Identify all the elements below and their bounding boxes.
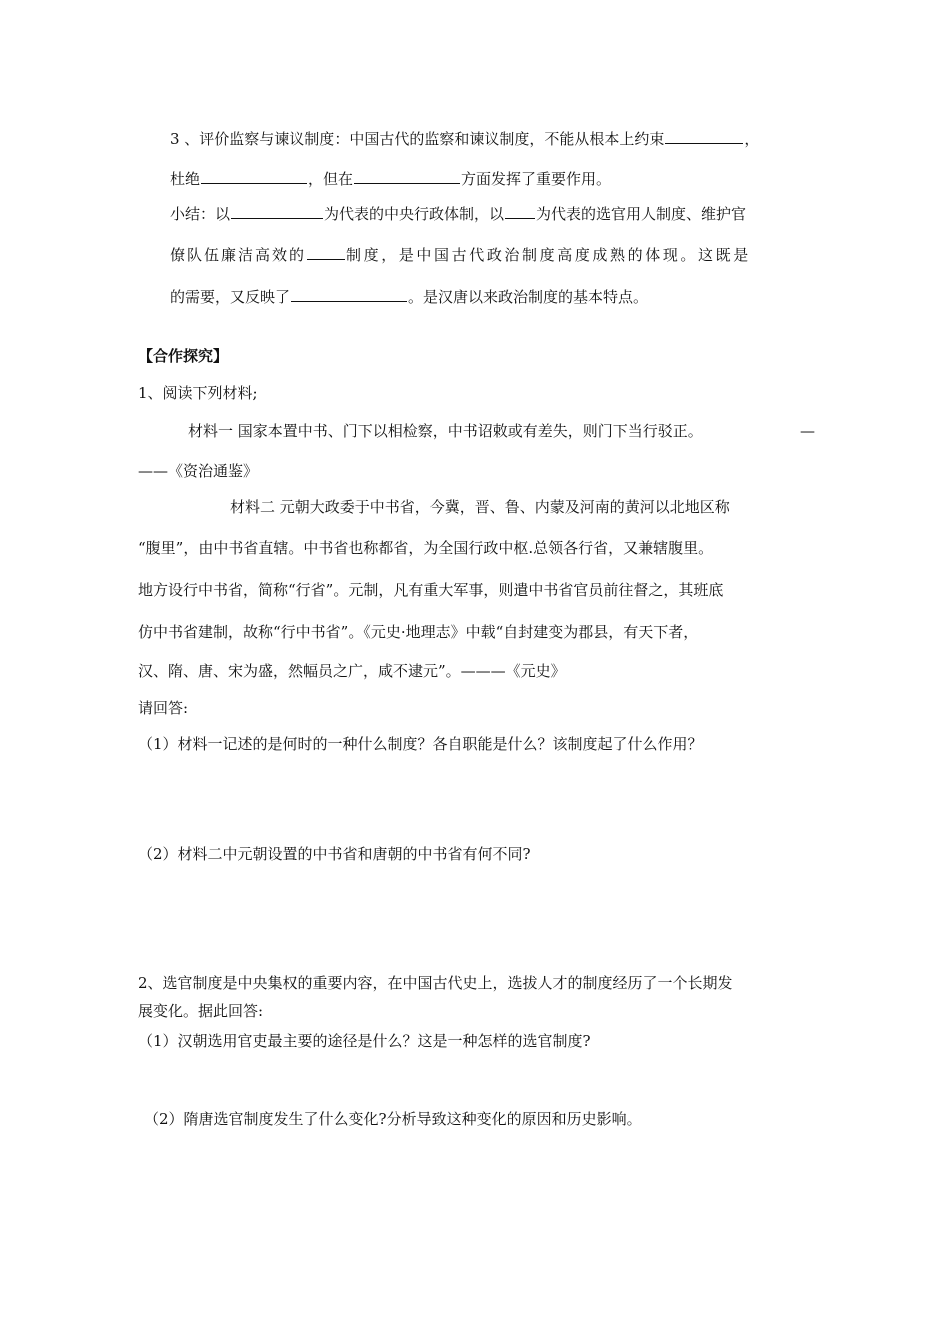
section-heading: 【合作探究】 xyxy=(138,347,229,365)
section3-line1 xyxy=(170,128,759,149)
material1-line1: 材料一 国家本置中书、门下以相检察，中书诏敕或有差失，则门下当行驳正。 xyxy=(188,422,703,440)
summary-text: 为代表的选官用人制度、维护官 xyxy=(536,205,747,223)
summary-text: 。是汉唐以来政治制度的基本特点。 xyxy=(408,288,649,306)
answer-blank[interactable] xyxy=(231,203,323,219)
question2-line2: 展变化。据此回答: xyxy=(138,1002,264,1020)
summary-line3 xyxy=(170,286,648,307)
question1-sub2: （2）材料二中元朝设置的中书省和唐朝的中书省有何不同? xyxy=(138,845,531,863)
section3-text: 3 、评价监察与谏议制度：中国古代的监察和谏议制度，不能从根本上约束 xyxy=(170,130,665,148)
question1-sub1: （1）材料一记述的是何时的一种什么制度？各自职能是什么？该制度起了什么作用？ xyxy=(138,735,703,753)
section3-text: 方面发挥了重要作用。 xyxy=(461,170,612,188)
section3-text: 杜绝 xyxy=(170,170,201,188)
answer-prompt: 请回答: xyxy=(138,699,189,717)
material2-line2: “腹里”，由中书省直辖。中书省也称都省，为全国行政中枢.总领各行省，又兼辖腹里。 xyxy=(138,539,714,557)
material2-line3: 地方设行中书省，简称“行省”。元制，凡有重大军事，则遣中书省官员前往督之，其班底 xyxy=(138,581,724,599)
summary-text: 的需要，又反映了 xyxy=(170,288,291,306)
section3-text: ，但在 xyxy=(308,170,354,188)
question1-intro: 1、阅读下列材料; xyxy=(138,384,258,402)
summary-text: 小结：以 xyxy=(170,205,231,223)
answer-blank[interactable] xyxy=(291,286,407,302)
section3-text: ， xyxy=(744,130,760,148)
material2-line5: 汉、隋、唐、宋为盛，然幅员之广，咸不逮元”。———《元史》 xyxy=(138,662,566,680)
material1-source: ——《资治通鉴》 xyxy=(138,462,259,480)
material2-line4: 仿中书省建制，故称“行中书省”。《元史·地理志》中载“自封建变为郡县，有天下者， xyxy=(138,623,699,641)
section3-line2 xyxy=(170,168,611,189)
summary-text: 为代表的中央行政体制，以 xyxy=(324,205,505,223)
summary-text: 制度，是中国古代政治制度高度成熟的体现。这既是 xyxy=(346,246,751,264)
answer-blank[interactable] xyxy=(505,203,535,219)
answer-blank[interactable] xyxy=(201,168,307,184)
answer-blank[interactable] xyxy=(665,128,743,144)
summary-line2 xyxy=(170,244,751,265)
material1-dash: — xyxy=(800,422,815,440)
summary-line1 xyxy=(170,203,746,224)
question2-sub2: （2）隋唐选官制度发生了什么变化?分析导致这种变化的原因和历史影响。 xyxy=(144,1110,642,1128)
answer-blank[interactable] xyxy=(307,244,345,260)
question2-sub1: （1）汉朝选用官吏最主要的途径是什么？这是一种怎样的选官制度? xyxy=(138,1032,591,1050)
answer-blank[interactable] xyxy=(354,168,460,184)
material2-line1: 材料二 元朝大政委于中书省，今冀，晋、鲁、内蒙及河南的黄河以北地区称 xyxy=(230,498,730,516)
question2-line1: 2、选官制度是中央集权的重要内容，在中国古代史上，选拔人才的制度经历了一个长期发 xyxy=(138,974,733,992)
summary-text: 僚队伍廉洁高效的 xyxy=(170,246,307,264)
